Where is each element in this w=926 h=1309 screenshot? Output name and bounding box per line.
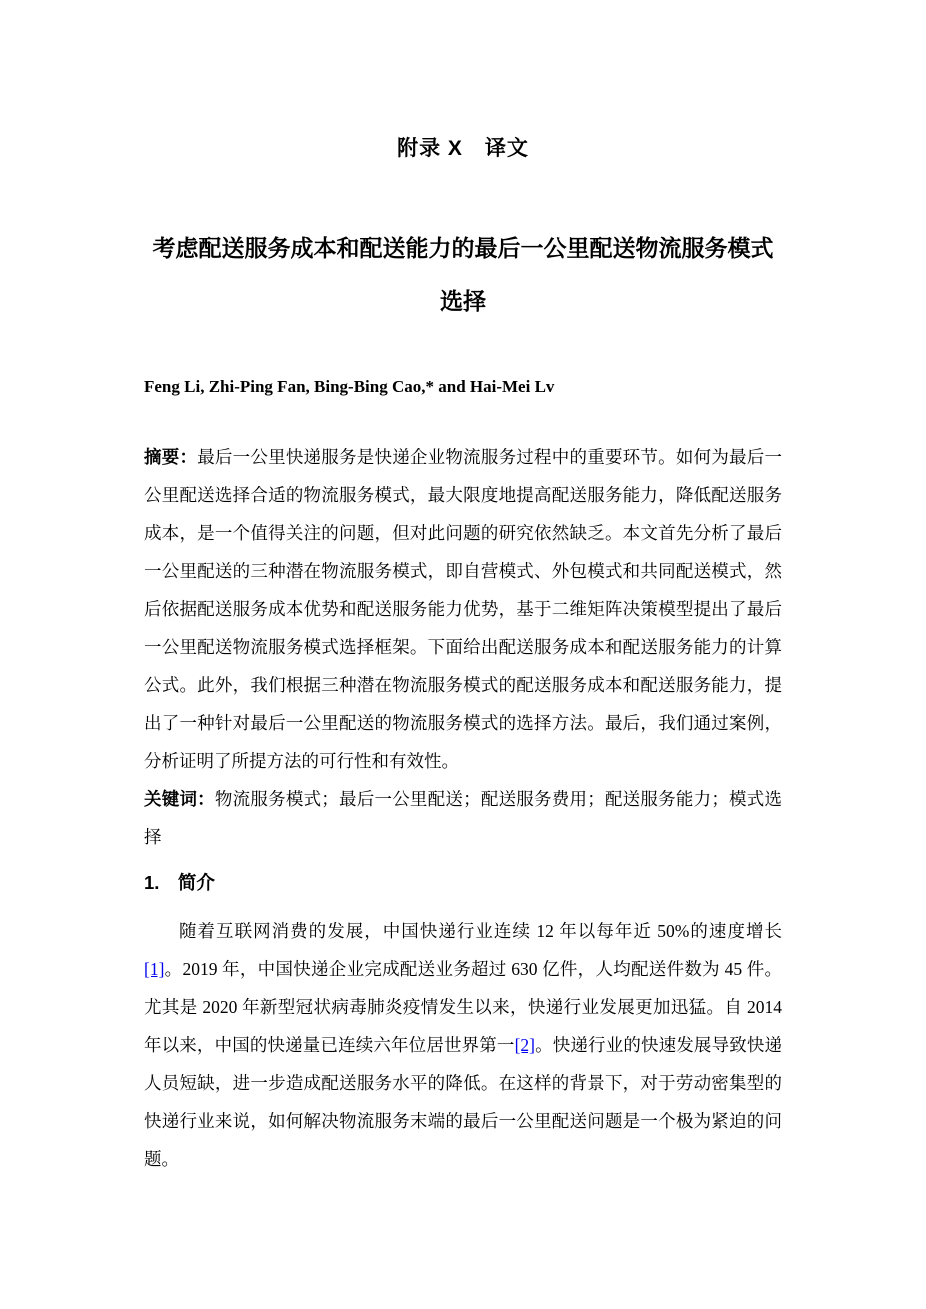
paper-title-line-2: 选择 (440, 288, 486, 314)
abstract-text: 最后一公里快递服务是快递企业物流服务过程中的重要环节。如何为最后一公里配送选择合适的物流服务模式，最大限度地提高配送服务能力，降低配送服务成本，是一个值得关注的问题，但对此问题的研究依然缺乏。本文首先分析了最后一公里配送的三种潜在物流服务模式，即自营模式、外包模式和共同配送模式，然后依据配送服务成本优势和配送服务能力优势，基于二维矩阵决策模型提出了最后一公里配送物流服务模式选择框架。下面给出配送服务成本和配送服务能力的计算公式。此外，我们根据三种潜在物流服务模式的配送服务成本和配送服务能力，提出了一种针对最后一公里配送的物流服务模式的选择方法。最后，我们通过案例，分析证明了所提方法的可行性和有效性。 (144, 447, 782, 771)
abstract-paragraph (144, 438, 782, 780)
reference-link-1[interactable]: [1] (144, 959, 165, 979)
abstract-label: 摘要： (144, 447, 198, 467)
appendix-title: 附录 X 译文 (397, 137, 529, 160)
keywords-paragraph (144, 780, 782, 856)
section-1-heading: 1. 简介 (144, 872, 215, 893)
paper-title (144, 222, 782, 328)
intro-paragraph (144, 912, 782, 1178)
intro-text-2: 。2019 年，中国快递企业完成配送业务超过 630 亿件，人均配送件数为 45 件。尤其是 2020 年新型冠状病毒肺炎疫情发生以来，快递行业发展更加迅猛。自 2014 年以来，中国的快递量已连续六年位居世界第一 (144, 959, 782, 1055)
keywords-label: 关键词： (144, 789, 215, 809)
intro-text-1: 随着互联网消费的发展，中国快递行业连续 12 年以每年近 50%的速度增长 (179, 921, 782, 941)
paper-title-line-1: 考虑配送服务成本和配送能力的最后一公里配送物流服务模式 (152, 235, 774, 261)
reference-link-2[interactable]: [2] (514, 1035, 535, 1055)
intro-text-3: 。快递行业的快速发展导致快递人员短缺，进一步造成配送服务水平的降低。在这样的背景下，对于劳动密集型的快递行业来说，如何解决物流服务末端的最后一公里配送问题是一个极为紧迫的问题。 (144, 1035, 783, 1169)
keywords-text: 物流服务模式；最后一公里配送；配送服务费用；配送服务能力；模式选择 (144, 789, 783, 847)
authors-line: Feng Li, Zhi-Ping Fan, Bing-Bing Cao,* and Hai-Mei Lv (144, 377, 555, 396)
